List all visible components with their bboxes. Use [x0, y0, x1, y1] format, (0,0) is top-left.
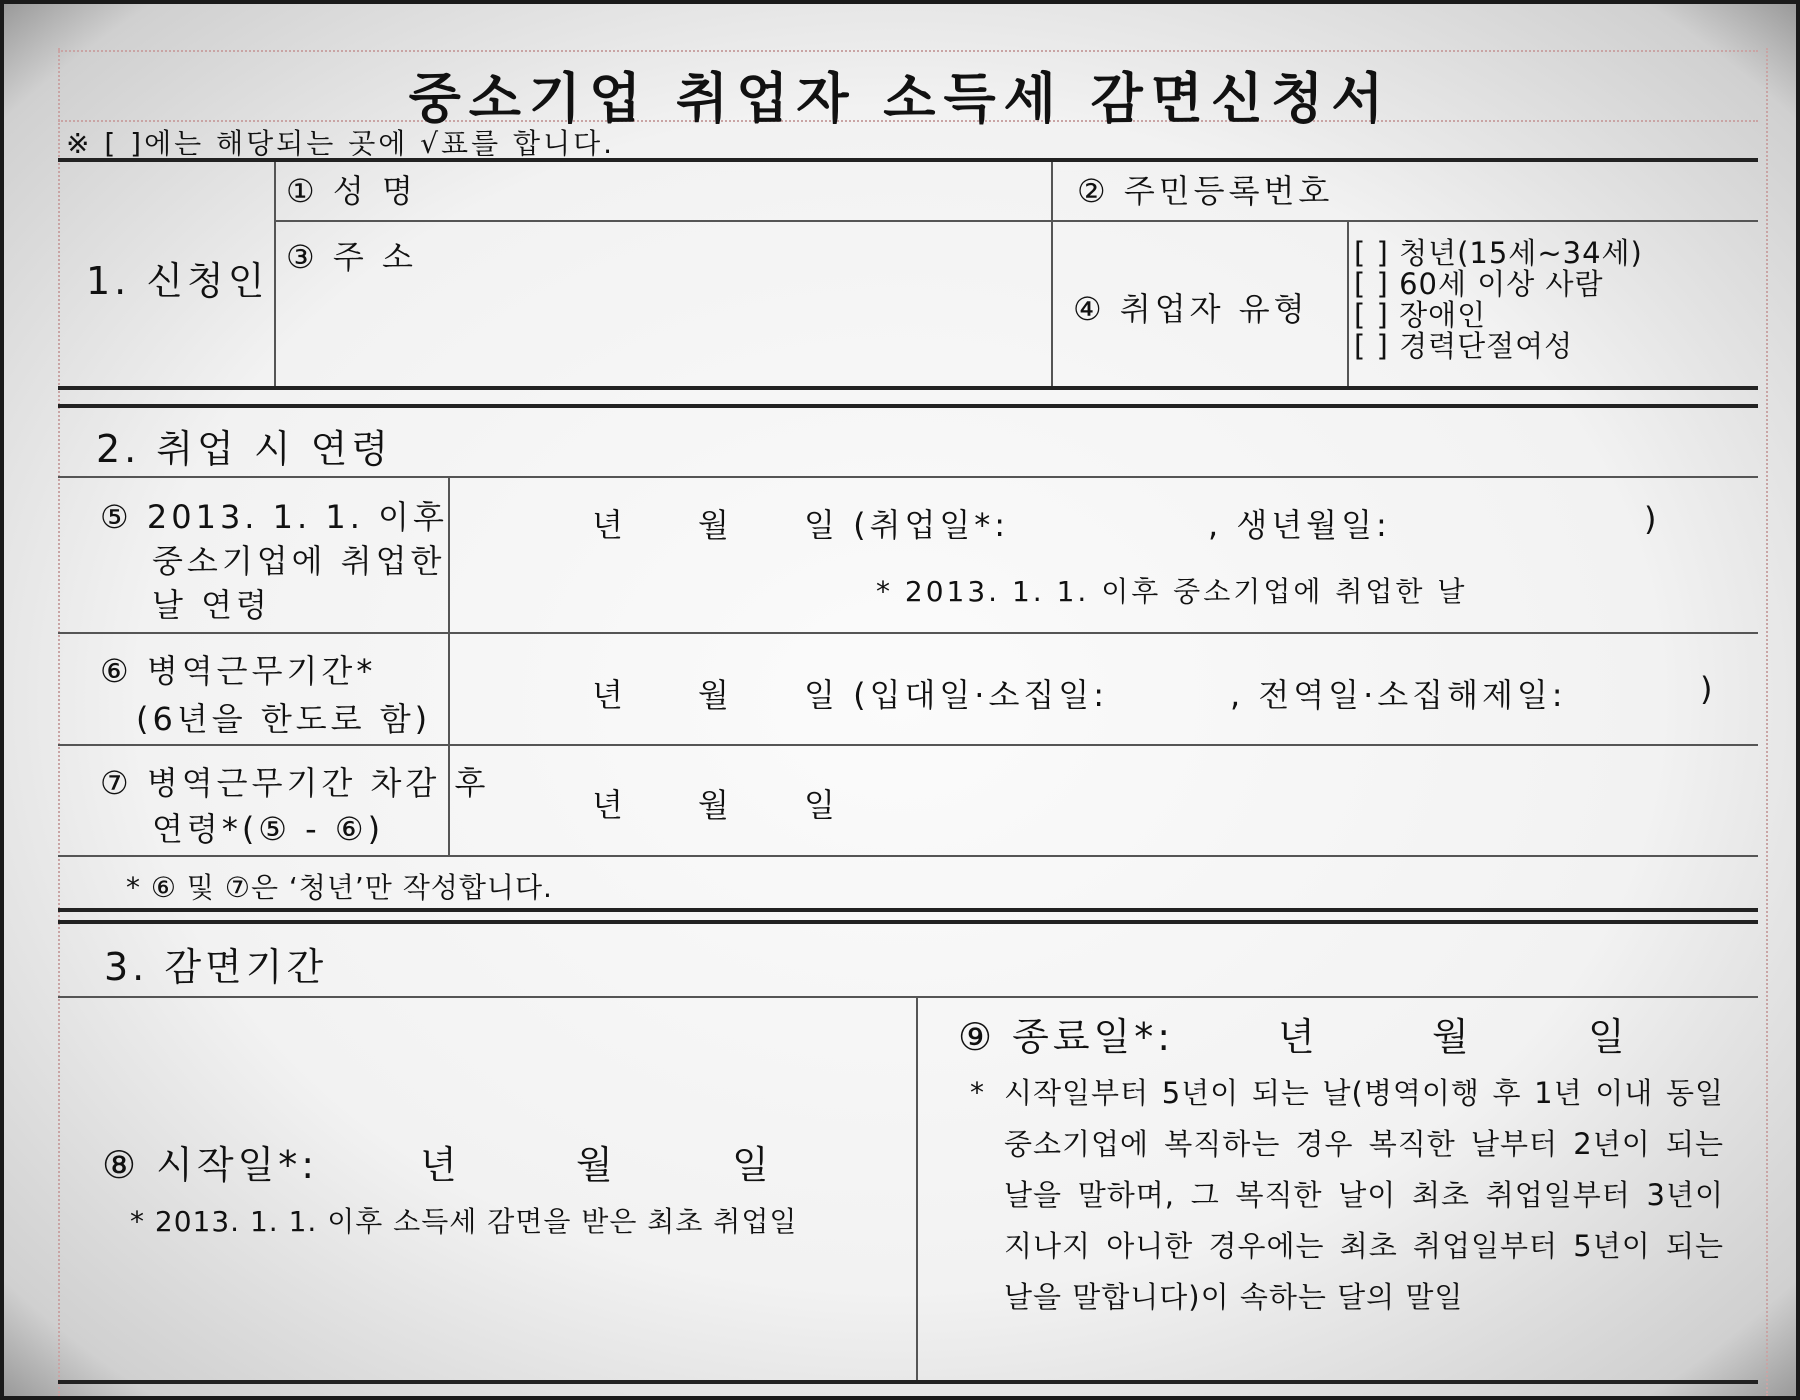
section1-heading: 1. 신청인: [86, 259, 269, 303]
worker-type-label: ④ 취업자 유형: [1073, 290, 1309, 328]
section3-heading: 3. 감면기간: [104, 945, 328, 989]
left-guide: [58, 48, 60, 1396]
worker-type-option[interactable]: [ ] 청년(15세~34세): [1354, 236, 1643, 270]
address-label: ③ 주 소: [286, 238, 417, 276]
end-note-asterisk: *: [970, 1076, 985, 1109]
top-guide: [58, 50, 1758, 52]
rrn-label: ② 주민등록번호: [1077, 172, 1334, 210]
divider: [1347, 222, 1349, 386]
year-unit: 년: [420, 1143, 461, 1187]
year-unit: 년: [592, 786, 627, 824]
year-unit: 년: [592, 506, 627, 544]
day-unit: 일: [804, 786, 839, 824]
section3-bottom-rule: [58, 1380, 1758, 1384]
worker-type-option[interactable]: [ ] 경력단절여성: [1354, 329, 1574, 363]
year-unit: 년: [592, 676, 627, 714]
form-title: 중소기업 취업자 소득세 감면신청서: [408, 67, 1392, 130]
start-date-label: ⑧ 시작일*:: [102, 1143, 319, 1187]
row6-label-line: (6년을 한도로 함): [136, 700, 432, 738]
section1-bottom-rule: [58, 386, 1758, 390]
row5-rule: [58, 632, 1758, 634]
name-label: ① 성 명: [286, 172, 417, 210]
row5-label-line: 날 연령: [152, 586, 271, 624]
row7-label-line: 연령*(⑤ - ⑥): [152, 810, 385, 848]
close-paren: ): [1700, 670, 1717, 708]
day-unit: 일: [732, 1143, 773, 1187]
section2-heading: 2. 취업 시 연령: [96, 427, 393, 471]
birth-date-label: , 생년월일:: [1208, 506, 1391, 544]
month-unit: 월: [1432, 1015, 1473, 1059]
end-date-label: ⑨ 종료일*:: [958, 1015, 1175, 1059]
row6-label-line: ⑥ 병역근무기간*: [100, 652, 377, 690]
section2-top-rule: [58, 404, 1758, 408]
worker-type-option[interactable]: [ ] 장애인: [1354, 298, 1487, 332]
month-unit: 월: [698, 786, 733, 824]
start-date-note: * 2013. 1. 1. 이후 소득세 감면을 받은 최초 취업일: [130, 1205, 798, 1238]
month-unit: 월: [698, 676, 733, 714]
section1-top-rule: [58, 158, 1758, 162]
divider: [916, 998, 918, 1380]
section2-footnote: * ⑥ 및 ⑦은 ‘청년’만 작성합니다.: [126, 871, 553, 904]
row5-label-line: 중소기업에 취업한: [152, 542, 446, 580]
name-row-rule: [274, 220, 1758, 222]
close-paren: ): [1644, 500, 1661, 538]
section3-top-rule-inner: [58, 920, 1758, 924]
month-unit: 월: [698, 506, 733, 544]
divider: [274, 162, 276, 386]
row7-label-line: ⑦ 병역근무기간 차감 후: [100, 764, 490, 802]
day-unit: 일: [1588, 1015, 1629, 1059]
section2-heading-rule: [58, 476, 1758, 478]
section3-heading-rule: [58, 996, 1758, 998]
instruction-text: ※ [ ]에는 해당되는 곳에 √표를 합니다.: [66, 127, 616, 160]
month-unit: 월: [576, 1143, 617, 1187]
discharge-date-label: , 전역일·소집해제일:: [1230, 676, 1567, 714]
year-unit: 년: [1278, 1015, 1319, 1059]
section3-top-rule: [58, 908, 1758, 912]
row7-rule: [58, 855, 1758, 857]
row5-label-line: ⑤ 2013. 1. 1. 이후: [100, 498, 448, 536]
row5-note: * 2013. 1. 1. 이후 중소기업에 취업한 날: [876, 575, 1468, 608]
hire-date-label: 일 (취업일*:: [804, 506, 1010, 544]
enlist-date-label: 일 (입대일·소집일:: [804, 676, 1108, 714]
row6-rule: [58, 744, 1758, 746]
divider: [1051, 162, 1053, 386]
end-date-note: 시작일부터 5년이 되는 날(병역이행 후 1년 이내 동일 중소기업에 복직하는 경우 복직한 날부터 2년이 되는 날을 말하며, 그 복직한 날이 최초 취업일부터 3년이 지나지 아니한 경우에는 최초 취업일부터 5년이 되는 날을 말합니다)이 속하는 달의 말일: [1004, 1076, 1724, 1314]
worker-type-option[interactable]: [ ] 60세 이상 사람: [1354, 267, 1604, 301]
right-guide: [1766, 48, 1768, 1396]
